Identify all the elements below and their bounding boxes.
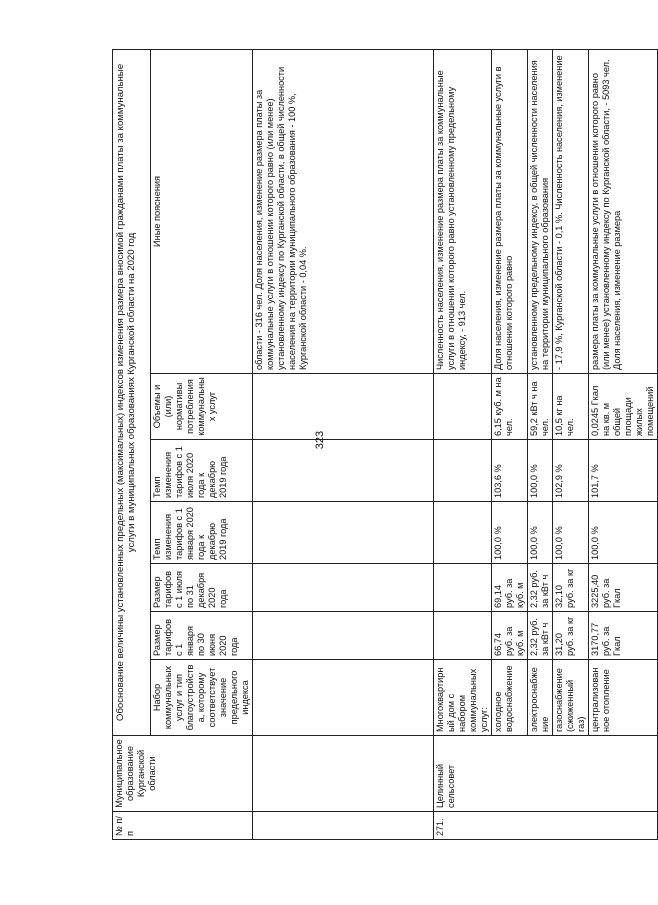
service-note: - 17,9 %, Курганской области - 0,1 %. Численность населения, изменение	[553, 49, 589, 373]
header-num: № п/п	[113, 812, 253, 840]
page-number: 323	[314, 430, 326, 450]
service-note: установленному предельному индексу, в общей численности населения на территории муниципального образования	[528, 49, 553, 373]
service-name: холодное водоснабжение	[492, 660, 528, 736]
tariff-jul: 32,10 руб. за кг	[553, 564, 589, 612]
tariff-jan: 66,74 руб. за куб. м	[492, 612, 528, 660]
cell	[253, 660, 434, 736]
rate-jul: 101,7 %	[589, 440, 658, 502]
service-note: размера платы за коммунальные услуги в отношении которого равно (или менее) установленному индексу по Курганской области, - 5093 чел. Доля населения, изменение размера	[589, 49, 658, 373]
header-rate-jul: Темп изменения тарифов с 1 июля 2020 года к декабрю 2019 года	[151, 440, 253, 502]
volume: 59,2 кВт ч на чел.	[528, 374, 553, 440]
header-justification: Обоснование величины установленных предельных (максимальных) индексов изменения размера вносимой гражданами платы за коммунальные услуги в муниципальных образованиях Курганской области на 2020 год	[113, 49, 151, 735]
cell	[253, 736, 434, 812]
header-service-set: Набор коммунальных услуг и тип благоустройства, которому соответствует значение предельного индекса	[151, 660, 253, 736]
tariff-jan: 3170,77 руб. за Гкал	[589, 612, 658, 660]
rate-jul: 100,0 %	[528, 440, 553, 502]
volume: 6,15 куб. м на чел.	[492, 374, 528, 440]
cell	[253, 374, 434, 440]
service-name: газоснабжение (сжиженный газ)	[553, 660, 589, 736]
service-note: Доля населения, изменение размера платы за коммунальные услуги в отношении которого равно	[492, 49, 528, 373]
table-row	[492, 49, 528, 839]
table-row	[528, 49, 553, 839]
header-volumes: Объемы и (или) нормативы потребления коммунальных услуг	[151, 374, 253, 440]
rate-jul: 103,6 %	[492, 440, 528, 502]
rate-jan: 100,0 %	[528, 502, 553, 564]
volume: 10,5 кг на чел.	[553, 374, 589, 440]
cell	[253, 502, 434, 564]
carryover-row	[253, 49, 434, 839]
rotated-table-wrapper	[112, 50, 655, 840]
rate-jan: 100,0 %	[589, 502, 658, 564]
notes-intro: Численность населения, изменение размера платы за коммунальные услуги в отношении которого равно установленному предельному индексу, - 913 чел.	[434, 49, 492, 373]
cell	[253, 440, 434, 502]
tariff-jul: 69,14 руб. за куб. м	[492, 564, 528, 612]
tariff-jul: 2,32 руб. за кВт ч	[528, 564, 553, 612]
cell	[434, 502, 492, 564]
carryover-note: области - 316 чел. Доля населения, изменение размера платы за коммунальные услуги в отношении которого равно (или менее) установленному индексу по Курганской области, в общей численности населения на территории муниципального образования - 100 %, Курганской области - 0,04 %.	[253, 49, 434, 373]
rate-jul: 102,9 %	[553, 440, 589, 502]
tariff-jan: 31,20 руб. за кг	[553, 612, 589, 660]
table-row	[553, 49, 589, 839]
service-set: Многоквартирный дом с набором коммунальных услуг:	[434, 660, 492, 736]
cell	[253, 812, 434, 840]
table-row	[434, 49, 492, 839]
cell	[434, 612, 492, 660]
cell	[434, 564, 492, 612]
cell	[253, 612, 434, 660]
rate-jan: 100,0 %	[492, 502, 528, 564]
row-number: 271.	[434, 812, 658, 840]
service-name: электроснабжение	[528, 660, 553, 736]
header-municipality: Муниципальное образование Курганской области	[113, 736, 253, 812]
cell	[434, 374, 492, 440]
table-row	[589, 49, 658, 839]
municipality-name: Целинный сельсовет	[434, 736, 658, 812]
header-tariff-jul: Размер тарифов с 1 июля по 31 декабря 2020 года	[151, 564, 253, 612]
tariff-jan: 2,32 руб. за кВт ч	[528, 612, 553, 660]
header-tariff-jan: Размер тарифов с 1 января по 30 июня 2020 года	[151, 612, 253, 660]
rate-jan: 100,0 %	[553, 502, 589, 564]
volume: 0,0245 Гкал на кв. м общей площади жилых помещений	[589, 374, 658, 440]
header-notes: Иные пояснения	[151, 49, 253, 373]
header-rate-jan: Темп изменения тарифов с 1 января 2020 года к декабрю 2019 года	[151, 502, 253, 564]
tariff-justification-table	[112, 49, 658, 840]
cell	[253, 564, 434, 612]
cell	[434, 440, 492, 502]
tariff-jul: 3225,40 руб. за Гкал	[589, 564, 658, 612]
service-name: централизованное отопление	[589, 660, 658, 736]
